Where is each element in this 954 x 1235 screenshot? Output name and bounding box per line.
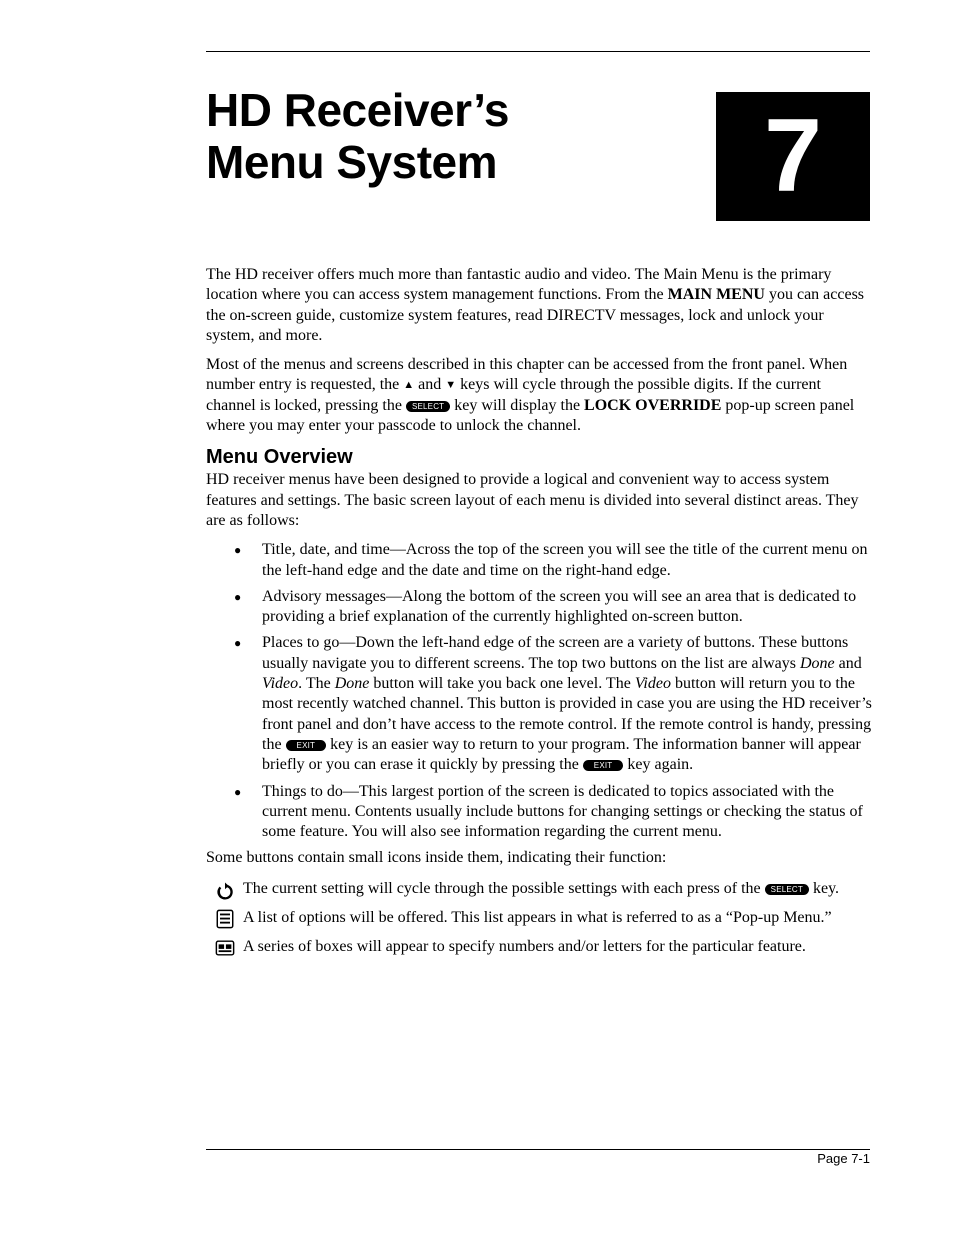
footer-rule [206,1149,870,1150]
popup-list-icon [214,909,236,929]
exit-key-icon: EXIT [583,760,624,771]
select-key-icon: SELECT [406,401,450,412]
header-rule [206,51,870,52]
bullet-icon: ● [234,636,242,651]
chapter-title [206,84,509,188]
bullet-icon: ● [234,784,242,799]
layout-areas-list [206,540,872,842]
list-item: ● Things to do—This largest portion of the screen is dedicated to topics associated with the current menu. Contents usually include buttons for changing settings or checking the status of some feature. You will also see information regarding the current menu. [234,782,863,841]
icons-intro: Some buttons contain small icons inside them, indicating their function: [206,849,667,867]
page-number: Page 7-1 [817,1151,870,1166]
chapter-title-line2: Menu System [206,136,498,188]
lock-override-term: LOCK OVERRIDE [584,396,722,414]
exit-key-icon: EXIT [286,740,327,751]
select-key-icon: SELECT [765,884,809,895]
list-item: ● Title, date, and time—Across the top of the screen you will see the title of the current menu on the left-hand edge and the date and time on the right-hand edge. [234,541,868,579]
section-heading: Menu Overview [206,446,353,469]
intro-paragraph-1: The HD receiver offers much more than fantastic audio and video. The Main Menu is the primary location where you can access system management functions. From the MAIN MENU you can access the on-screen guide, customize system features, read DIRECTV messages, lock and unlock your system, and more. [206,266,865,344]
chapter-title-line1: HD Receiver’s [206,84,509,136]
overview-intro: HD receiver menus have been designed to provide a logical and convenient way to access system features and settings. The basic screen layout of each menu is divided into several distinct areas. They are as follows: [206,471,859,529]
up-arrow-icon: ▲ [403,379,415,392]
cycle-icon [214,882,236,902]
list-item: ● Advisory messages—Along the bottom of the screen you will see an area that is dedicated to providing a brief explanation of the currently highlighted on-screen button. [234,587,857,626]
bullet-icon: ● [234,543,242,558]
icon-description-list: A list of options will be offered. This list appears in what is referred to as a “Pop-up Menu.” [206,908,872,928]
main-menu-term: MAIN MENU [667,286,765,304]
down-arrow-icon: ▼ [445,379,457,392]
chapter-number: 7 [716,92,870,221]
intro-paragraph-2: Most of the menus and screens described in this chapter can be accessed from the front panel. When number entry is requested, the ▲ and ▼ keys will cycle through the possible digits. If the current channel is locked, pressing the SELECT key will display the LOCK OVERRIDE pop-up screen panel where you may enter your passcode to unlock the channel. [206,356,855,435]
page-body [206,265,872,967]
bullet-icon: ● [234,589,242,604]
list-item: ● Places to go—Down the left-hand edge of the screen are a variety of buttons. These buttons usually navigate you to different screens. The top two buttons on the list are always Done and Video. The Done button will take you back one level. The Video button will return you to the most recently watched channel. This button is provided in case you are using the HD receiver’s front panel and don’t have access to the remote control. If the remote control is handy, pressing the EXIT key is an easier way to return to your program. The information banner will appear briefly or you can erase it quickly by pressing the EXIT key again. [234,634,872,774]
entry-boxes-icon [214,938,236,958]
icon-description-boxes: A series of boxes will appear to specify numbers and/or letters for the particular feature. [206,937,872,957]
icon-description-cycle: The current setting will cycle through the possible settings with each press of the SELECT key. [206,879,872,899]
